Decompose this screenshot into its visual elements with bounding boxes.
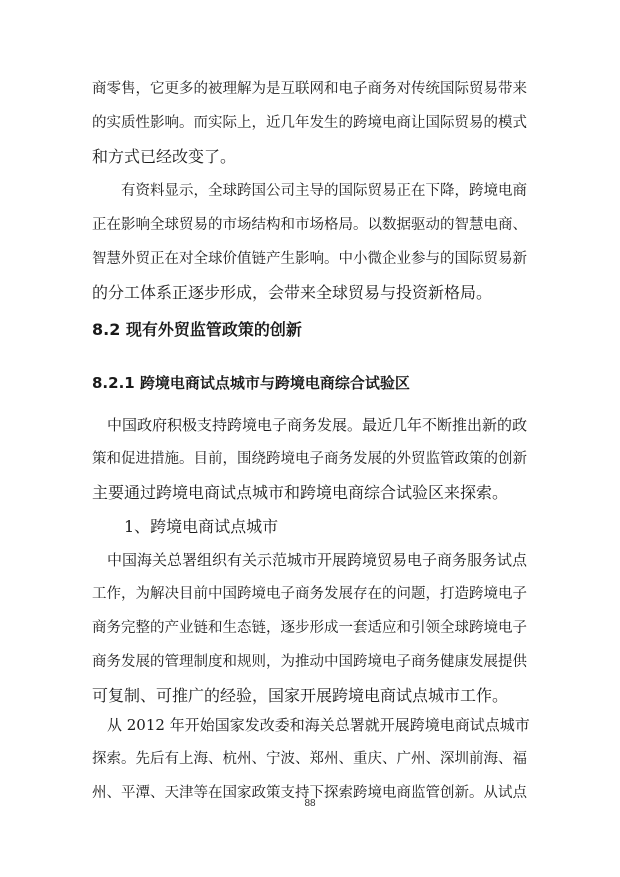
text-line: 的分工体系正逐步形成，会带来全球贸易与投资新格局。 [92, 283, 493, 302]
text-line: 策和促进措施。目前，围绕跨境电子商务发展的外贸监管政策的创新 [92, 451, 527, 467]
paragraph-global-trade [92, 174, 532, 310]
text-line: 的实质性影响。而实际上，近几年发生的跨境电商让国际贸易的模式 [92, 115, 527, 131]
text-line: 正在影响全球贸易的市场结构和市场格局。以数据驱动的智慧电商、 [92, 217, 527, 233]
text-line: 商零售，它更多的被理解为是互联网和电子商务对传统国际贸易带来 [92, 81, 527, 97]
text-line: 中国海关总署组织有关示范城市开展跨境贸易电子商务服务试点 [92, 551, 528, 569]
text-line: 1、跨境电商试点城市 [92, 517, 279, 536]
text-line: 智慧外贸正在对全球价值链产生影响。中小微企业参与的国际贸易新 [92, 251, 527, 267]
paragraph-2012-pilot [92, 708, 532, 810]
list-item-pilot-cities [92, 510, 532, 544]
paragraph-government-support [92, 408, 532, 510]
text-line: 州、平潭、天津等在国家政策支持下探索跨境电商监管创新。从试点 [92, 785, 527, 801]
page-number: 88 [304, 798, 316, 809]
text-line: 从 2012 年开始国家发改委和海关总署就开展跨境电商试点城市 [92, 716, 530, 734]
text-line: 探索。先后有上海、杭州、宁波、郑州、重庆、广州、深圳前海、福 [92, 751, 527, 767]
text-line: 有资料显示，全球跨国公司主导的国际贸易正在下降，跨境电商 [92, 183, 527, 199]
paragraph-intro-continuation [92, 72, 532, 174]
subsection-heading: 8.2.1 跨境电商试点城市与跨境电商综合试验区 [92, 374, 410, 392]
section-heading: 8.2 现有外贸监管政策的创新 [92, 320, 302, 339]
text-line: 主要通过跨境电商试点城市和跨境电商综合试验区来探索。 [92, 483, 509, 502]
paragraph-customs-pilot [92, 543, 532, 713]
text-line: 可复制、可推广的经验，国家开展跨境电商试点城市工作。 [92, 686, 509, 705]
text-line: 商务完整的产业链和生态链，逐步形成一套适应和引领全球跨境电子 [92, 620, 527, 636]
text-line: 中国政府积极支持跨境电子商务发展。最近几年不断推出新的政 [92, 416, 528, 434]
text-line: 工作，为解决目前中国跨境电子商务发展存在的问题，打造跨境电子 [92, 586, 527, 602]
text-line: 和方式已经改变了。 [92, 147, 237, 166]
text-line: 商务发展的管理制度和规则，为推动中国跨境电子商务健康发展提供 [92, 654, 527, 670]
